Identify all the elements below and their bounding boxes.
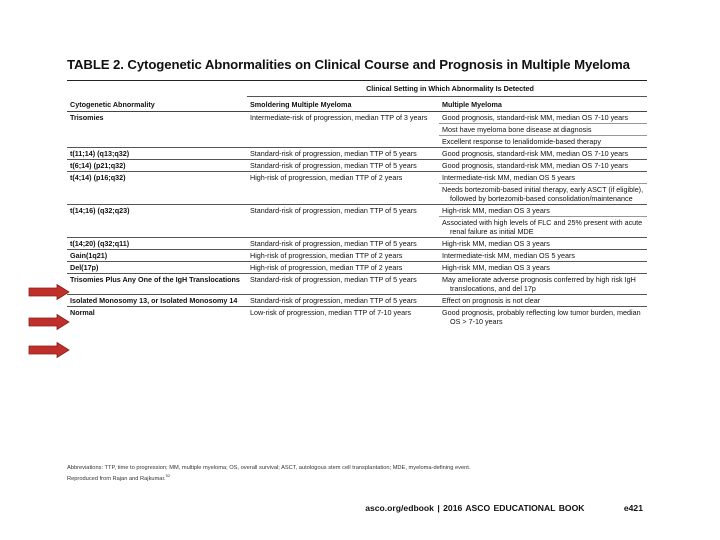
cell-mm-text: Good prognosis, standard-risk MM, median OS 7-10 years	[442, 149, 629, 158]
cell-abnormality: Normal	[67, 307, 247, 328]
setting-rule	[247, 96, 647, 97]
cell-multiple-myeloma	[439, 112, 647, 124]
footer-url: asco.org/edbook	[365, 503, 434, 513]
column-header-smm: Smoldering Multiple Myeloma	[247, 99, 439, 112]
cell-multiple-myeloma	[439, 205, 647, 217]
column-header-abnormality: Cytogenetic Abnormality	[67, 99, 247, 112]
cell-abnormality: t(14;20) (q32;q11)	[67, 238, 247, 250]
clinical-setting-header: Clinical Setting in Which Abnormality Is Detected	[366, 84, 534, 93]
table-row	[67, 112, 647, 124]
cell-abnormality: Gain(1q21)	[67, 250, 247, 262]
cell-smoldering: High-risk of progression, median TTP of 2 years	[247, 250, 439, 262]
cell-multiple-myeloma	[439, 124, 647, 136]
cell-multiple-myeloma	[439, 172, 647, 184]
cell-multiple-myeloma	[439, 250, 647, 262]
cell-mm-text: May ameliorate adverse prognosis conferred by high risk IgH translocations, and del 17p	[442, 275, 636, 293]
table-row	[67, 295, 647, 307]
table-title: TABLE 2. Cytogenetic Abnormalities on Clinical Course and Prognosis in Multiple Myeloma	[67, 57, 630, 72]
cell-abnormality: t(4;14) (p16;q32)	[67, 172, 247, 205]
cell-multiple-myeloma	[439, 136, 647, 148]
red-arrow-icon	[28, 284, 70, 300]
table-row	[67, 172, 647, 184]
table-header-row	[67, 99, 647, 112]
cell-mm-text: Effect on prognosis is not clear	[442, 296, 541, 305]
table-row	[67, 238, 647, 250]
cell-abnormality: t(11;14) (q13;q32)	[67, 148, 247, 160]
cell-mm-text: High-risk MM, median OS 3 years	[442, 263, 550, 272]
cell-multiple-myeloma	[439, 160, 647, 172]
cell-mm-text: Associated with high levels of FLC and 25% present with acute renal failure as initial MDE	[442, 218, 643, 236]
cell-multiple-myeloma	[439, 217, 647, 238]
cell-mm-text: Needs bortezomib-based initial therapy, early ASCT (if eligible), followed by bortezomib-based consolidation/maintenance	[442, 185, 644, 203]
red-arrow-icon	[28, 342, 70, 358]
cell-smoldering: Low-risk of progression, median TTP of 7-10 years	[247, 307, 439, 328]
cell-multiple-myeloma	[439, 274, 647, 295]
title-rule	[67, 80, 647, 81]
table-row	[67, 148, 647, 160]
cell-mm-text: Excellent response to lenalidomide-based therapy	[442, 137, 602, 146]
cell-abnormality: t(14;16) (q32;q23)	[67, 205, 247, 238]
arrow-shape	[29, 315, 69, 330]
cell-smoldering: Standard-risk of progression, median TTP of 5 years	[247, 148, 439, 160]
cell-multiple-myeloma	[439, 148, 647, 160]
cell-smoldering: High-risk of progression, median TTP of 2 years	[247, 262, 439, 274]
cell-mm-text: Most have myeloma bone disease at diagnosis	[442, 125, 592, 134]
cell-mm-text: Intermediate-risk MM, median OS 5 years	[442, 173, 576, 182]
cell-abnormality: Trisomies	[67, 112, 247, 148]
reference-number: 52	[165, 473, 171, 478]
cell-smoldering: Standard-risk of progression, median TTP of 5 years	[247, 295, 439, 307]
footer-separator: |	[437, 503, 440, 513]
arrow-shape	[29, 285, 69, 300]
cell-smoldering: High-risk of progression, median TTP of 2 years	[247, 172, 439, 205]
abbreviations-note	[67, 464, 657, 483]
table-body	[67, 112, 647, 328]
cell-smoldering: Standard-risk of progression, median TTP of 5 years	[247, 274, 439, 295]
cell-smoldering: Standard-risk of progression, median TTP of 5 years	[247, 238, 439, 250]
cell-mm-text: High-risk MM, median OS 3 years	[442, 239, 550, 248]
table-row	[67, 250, 647, 262]
arrow-shape	[29, 343, 69, 358]
table-row	[67, 274, 647, 295]
cell-mm-text: High-risk MM, median OS 3 years	[442, 206, 550, 215]
cell-abnormality: Isolated Monosomy 13, or Isolated Monosomy 14	[67, 295, 247, 307]
cell-multiple-myeloma	[439, 295, 647, 307]
cell-abnormality: t(6;14) (p21;q32)	[67, 160, 247, 172]
column-header-mm: Multiple Myeloma	[439, 99, 647, 112]
table-row	[67, 205, 647, 217]
reproduced-text: Reproduced from Rajan and Rajkumar.	[67, 475, 166, 482]
footer-book-title: 2016 ASCO EDUCATIONAL BOOK	[443, 503, 585, 513]
cytogenetic-table	[67, 99, 647, 327]
cell-smoldering: Standard-risk of progression, median TTP of 5 years	[247, 205, 439, 238]
cell-smoldering: Intermediate-risk of progression, median TTP of 3 years	[247, 112, 439, 148]
abbreviations-text: Abbreviations: TTP, time to progression; MM, multiple myeloma; OS, overall survival; ASCT, autologous stem cell transplantation; MDE, myeloma-defining event.	[67, 465, 471, 471]
red-arrow-icon	[28, 314, 70, 330]
page-footer	[365, 503, 643, 513]
cell-mm-text: Good prognosis, standard-risk MM, median OS 7-10 years	[442, 113, 629, 122]
cell-abnormality: Trisomies Plus Any One of the IgH Translocations	[67, 274, 247, 295]
footer-page-number: e421	[623, 503, 643, 513]
cell-multiple-myeloma	[439, 262, 647, 274]
cell-abnormality: Del(17p)	[67, 262, 247, 274]
cell-mm-text: Good prognosis, standard-risk MM, median OS 7-10 years	[442, 161, 629, 170]
cell-mm-text: Good prognosis, probably reflecting low tumor burden, median OS > 7-10 years	[442, 308, 641, 326]
cell-multiple-myeloma	[439, 307, 647, 328]
table-row	[67, 160, 647, 172]
cell-multiple-myeloma	[439, 184, 647, 205]
cell-mm-text: Intermediate-risk MM, median OS 5 years	[442, 251, 576, 260]
table-row	[67, 262, 647, 274]
table-row	[67, 307, 647, 328]
cell-multiple-myeloma	[439, 238, 647, 250]
cell-smoldering: Standard-risk of progression, median TTP of 5 years	[247, 160, 439, 172]
